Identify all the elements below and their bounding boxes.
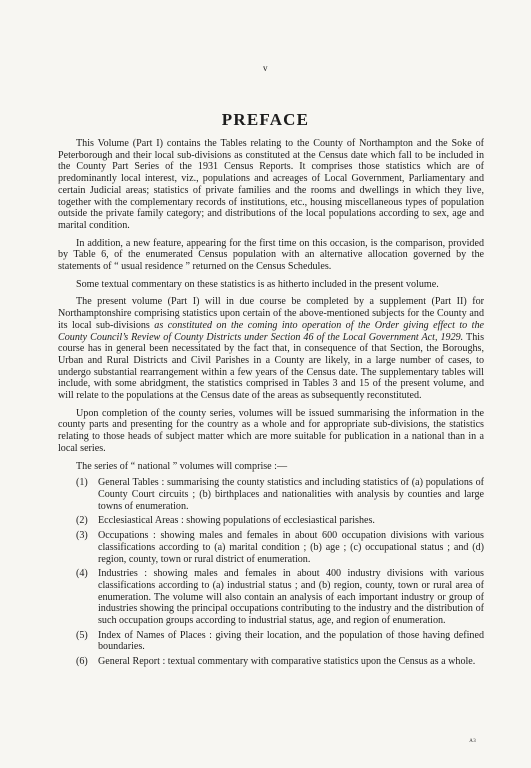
list-item-text: Index of Names of Places : giving their location, and the population of those having defined boundaries.: [98, 629, 484, 653]
paragraph-1: This Volume (Part I) contains the Tables relating to the County of Northampton and the Soke of Peterborough and their local sub-divisions as constituted at the Census date which fall to be included in the County Part Series of the 1931 Census Reports. It comprises those statistics which are of predominantly local interest, viz., populations and acreages of Local Government, Parliamentary and certain Judicial areas; statistics of private families and the rooms and dwellings in which they live, together with the complementary records of institutions, etc., housing miscellaneous types of population outside the private family category; and distributions of the local populations according to sex, age and marital condition.: [58, 138, 484, 231]
page-number: v: [263, 63, 268, 73]
paragraph-2: In addition, a new feature, appearing for the first time on this occasion, is the comparison, provided by Table 6, of the enumerated Census population with an alternative allocation governed by the statements of “ usual residence ” returned on the Census Schedules.: [58, 237, 484, 273]
list-item-text: Industries : showing males and females in about 400 industry divisions with various classifications according to (a) industrial status ; and (b) region, county, town or rural area of enumeration. The volume will also contain an analysis of each important industry or group of industries showing the principal occupations contributing to the industry and the distribution of such occupation groups according to industrial status, age, and region of enumeration.: [98, 568, 484, 627]
paragraph-5: Upon completion of the county series, volumes will be issued summarising the information in the county parts and presenting for the country as a whole and for appropriate sub-divisions, the statistics relating to those heads of subject matter which are more suitable for publication in a national than in a local series.: [58, 407, 484, 454]
paragraph-4-part-b: This course has in general been necessitated by the fact that, in consequence of that Section, the Boroughs, Urban and Rural Districts and Civil Parishes in a County are likely, in a large number of cases, to undergo substantial rearrangement within a few years of the Census date. The supplementary tables will include, with some abridgment, the statistics comprised in Tables 3 and 15 of the present volume, and will relate to the populations at the Census date of the areas as subsequently reconstituted.: [58, 331, 484, 402]
list-item-text: Ecclesiastical Areas : showing populations of ecclesiastical parishes.: [98, 515, 375, 527]
paragraph-4: [58, 296, 484, 401]
paragraph-3: Some textual commentary on these statistics is as hitherto included in the present volume.: [76, 278, 439, 290]
list-item-number: (1): [76, 477, 88, 489]
series-list: [58, 477, 484, 668]
list-item-number: (6): [76, 656, 88, 668]
paragraph-4-part-a: The present volume (Part I) will in due course be completed by a supplement (Part II) for Northamptonshire comprising statistics upon certain of the above-mentioned subjects for the County and its local sub-divisions: [58, 296, 484, 331]
list-item: [58, 530, 484, 565]
list-item-number: (3): [76, 530, 88, 542]
list-item: [58, 568, 484, 627]
series-intro: The series of “ national ” volumes will comprise :—: [76, 460, 288, 472]
list-item-number: (2): [76, 515, 88, 527]
paragraph-4-italic: as constituted on the coming into operation of the Order giving effect to the County Council’s Review of County Districts under Section 46 of the Local Government Act, 1929.: [58, 319, 484, 343]
preface-body: [58, 138, 484, 671]
list-item-number: (5): [76, 629, 88, 641]
list-item: [58, 477, 484, 512]
list-item: [58, 656, 484, 668]
list-item: [58, 515, 484, 527]
page-title: PREFACE: [221, 110, 310, 129]
list-item-text: General Report : textual commentary with comparative statistics upon the Census as a whole.: [98, 656, 476, 668]
list-item: [58, 630, 484, 653]
list-item-number: (4): [76, 568, 88, 580]
list-item-text: General Tables : summarising the county statistics and including statistics of (a) populations of County Court circuits ; (b) birthplaces and nationalities with analysis by counties and large towns of enumeration.: [98, 477, 484, 512]
printer-signature-mark: A3: [469, 739, 476, 744]
list-item-text: Occupations : showing males and females in about 600 occupation divisions with various classifications according to (a) marital condition ; (b) age ; (c) occupational status ; and (d) region, county, town or rural district of enumeration.: [98, 530, 484, 565]
